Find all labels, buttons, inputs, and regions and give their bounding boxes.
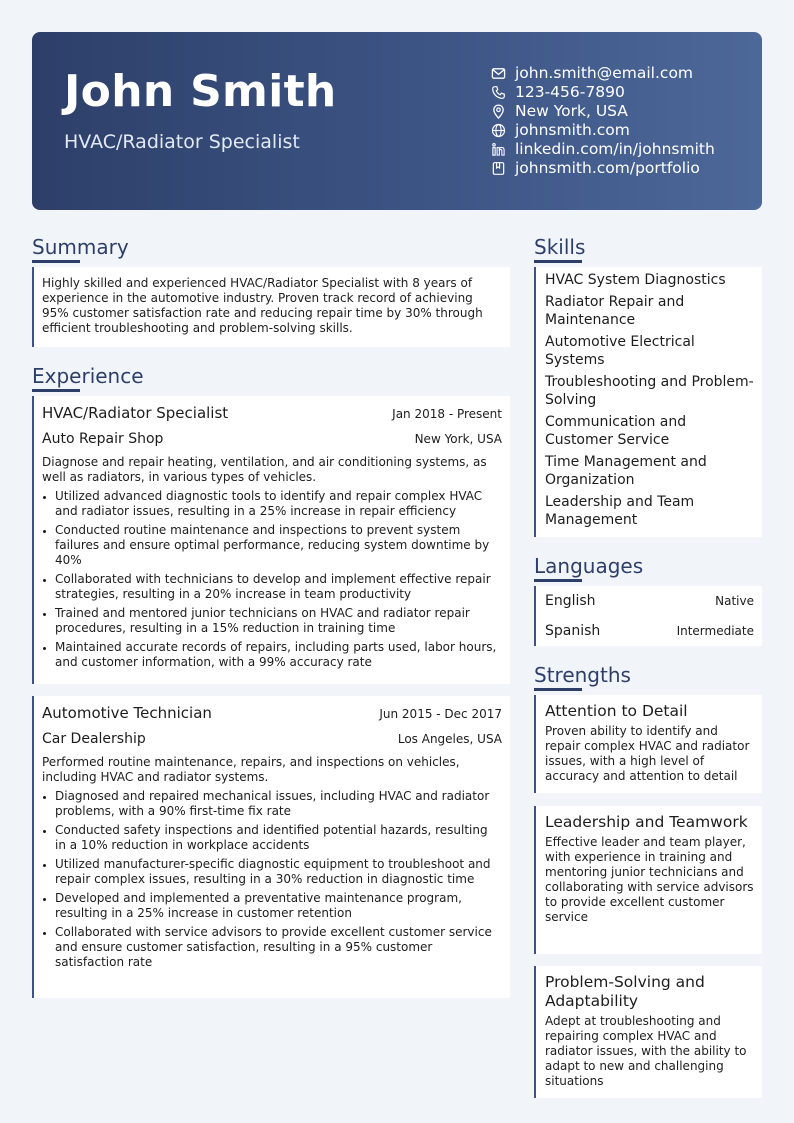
contact-website-text: johnsmith.com	[515, 121, 630, 139]
job-header	[42, 404, 502, 422]
linkedin-icon	[490, 142, 507, 157]
skills-card	[534, 267, 762, 537]
contact-email[interactable]	[490, 64, 760, 83]
job-bullets	[42, 789, 502, 970]
job-title: HVAC/Radiator Specialist	[42, 404, 229, 422]
job-company: Car Dealership	[42, 731, 146, 747]
skills-heading: Skills	[534, 235, 586, 259]
strength-card	[534, 806, 762, 954]
job-dates: Jun 2015 - Dec 2017	[379, 707, 502, 721]
skill-item: Radiator Repair and Maintenance	[545, 294, 685, 328]
bookmark-icon	[490, 161, 507, 176]
job-subheader	[42, 430, 502, 448]
job-header	[42, 704, 502, 722]
job-location: New York, USA	[414, 432, 502, 446]
language-level: Intermediate	[676, 624, 754, 638]
job-location: Los Angeles, USA	[397, 732, 502, 746]
strength-description: Adept at troubleshooting and repairing complex HVAC and radiator issues, with the ability to adapt to new and challenging situations	[545, 1014, 747, 1088]
strength-title: Problem-Solving and Adaptability	[545, 973, 705, 1010]
contact-portfolio[interactable]	[490, 159, 760, 178]
job-bullet: • Conducted routine maintenance and inspections to prevent system failures and ensure optimal performance, reducing system downtime by 40%	[55, 523, 502, 568]
job-title: Automotive Technician	[42, 704, 212, 722]
strength-title: Leadership and Teamwork	[545, 813, 748, 831]
contact-location-text: New York, USA	[515, 102, 628, 120]
strengths-heading: Strengths	[534, 663, 631, 687]
job-bullet: • Conducted safety inspections and identified potential hazards, resulting in a 10% reduction in workplace accidents	[55, 823, 502, 853]
language-row	[545, 586, 754, 616]
skill-item: HVAC System Diagnostics	[545, 272, 726, 288]
envelope-icon	[490, 66, 507, 81]
strength-title: Attention to Detail	[545, 702, 688, 720]
summary-card	[32, 267, 510, 347]
globe-icon	[490, 123, 507, 138]
contact-email-text: john.smith@email.com	[515, 64, 694, 82]
contact-phone-text: 123-456-7890	[515, 83, 625, 101]
languages-heading: Languages	[534, 554, 644, 578]
job-description: Performed routine maintenance, repairs, and inspections on vehicles, including HVAC and radiator systems.	[42, 755, 460, 784]
contact-list	[490, 64, 760, 178]
language-name: English	[545, 593, 596, 609]
language-name: Spanish	[545, 623, 601, 639]
contact-linkedin[interactable]	[490, 140, 760, 159]
skill-item: Automotive Electrical Systems	[545, 334, 695, 368]
experience-underline	[32, 389, 80, 392]
strength-description: Effective leader and team player, with experience in training and mentoring junior technicians and collaborating with service advisors to provide excellent customer service	[545, 835, 754, 924]
job-bullet: • Maintained accurate records of repairs, including parts used, labor hours, and customer information, with a 99% accuracy rate	[55, 640, 502, 670]
summary-text: Highly skilled and experienced HVAC/Radiator Specialist with 8 years of experience in the automotive industry. Proven track record of achieving 95% customer satisfaction rate and reducing repair time by 30% through efficient troubleshooting and problem-solving skills.	[42, 276, 483, 335]
contact-website[interactable]	[490, 121, 760, 140]
summary-underline	[32, 260, 80, 263]
job-bullet: • Collaborated with service advisors to provide excellent customer service and ensure customer satisfaction, resulting in a 95% customer satisfaction rate	[55, 925, 502, 970]
job-dates: Jan 2018 - Present	[392, 407, 502, 421]
candidate-title: HVAC/Radiator Specialist	[64, 131, 300, 153]
phone-icon	[490, 85, 507, 100]
job-company: Auto Repair Shop	[42, 431, 164, 447]
job-bullet: • Developed and implemented a preventative maintenance program, resulting in a 25% increase in customer retention	[55, 891, 502, 921]
contact-phone[interactable]	[490, 83, 760, 102]
skill-item: Troubleshooting and Problem-Solving	[545, 374, 754, 408]
summary-heading: Summary	[32, 235, 129, 259]
contact-portfolio-text: johnsmith.com/portfolio	[515, 159, 700, 177]
job-card-2	[32, 696, 510, 998]
job-bullet: • Utilized advanced diagnostic tools to identify and repair complex HVAC and radiator issues, resulting in a 25% increase in repair efficiency	[55, 489, 502, 519]
job-bullet: • Diagnosed and repaired mechanical issues, including HVAC and radiator problems, with a 90% first-time fix rate	[55, 789, 502, 819]
job-description: Diagnose and repair heating, ventilation, and air conditioning systems, as well as radiators, in various types of vehicles.	[42, 455, 487, 484]
contact-linkedin-text: linkedin.com/in/johnsmith	[515, 140, 715, 158]
header-banner	[32, 32, 762, 210]
job-bullet: • Utilized manufacturer-specific diagnostic equipment to troubleshoot and repair complex issues, resulting in a 30% reduction in diagnostic time	[55, 857, 502, 887]
skill-item: Time Management and Organization	[545, 454, 707, 488]
skill-item: Communication and Customer Service	[545, 414, 687, 448]
strength-card	[534, 695, 762, 793]
strength-description: Proven ability to identify and repair complex HVAC and radiator issues, with a high level of accuracy and attention to detail	[545, 724, 750, 783]
job-bullet: • Trained and mentored junior technicians on HVAC and radiator repair procedures, resulting in a 15% reduction in training time	[55, 606, 502, 636]
job-bullet: • Collaborated with technicians to develop and implement effective repair strategies, resulting in a 20% increase in team productivity	[55, 572, 502, 602]
skills-underline	[534, 260, 582, 263]
experience-heading: Experience	[32, 364, 144, 388]
job-card-1	[32, 396, 510, 684]
language-row	[545, 616, 754, 646]
skill-item: Leadership and Team Management	[545, 494, 695, 528]
candidate-name: John Smith	[64, 66, 337, 117]
languages-underline	[534, 579, 582, 582]
job-bullets	[42, 489, 502, 670]
strengths-underline	[534, 688, 582, 691]
languages-card	[534, 586, 762, 646]
strength-card	[534, 966, 762, 1098]
job-subheader	[42, 730, 502, 748]
location-pin-icon	[490, 104, 507, 119]
contact-location	[490, 102, 760, 121]
language-level: Native	[715, 594, 754, 608]
